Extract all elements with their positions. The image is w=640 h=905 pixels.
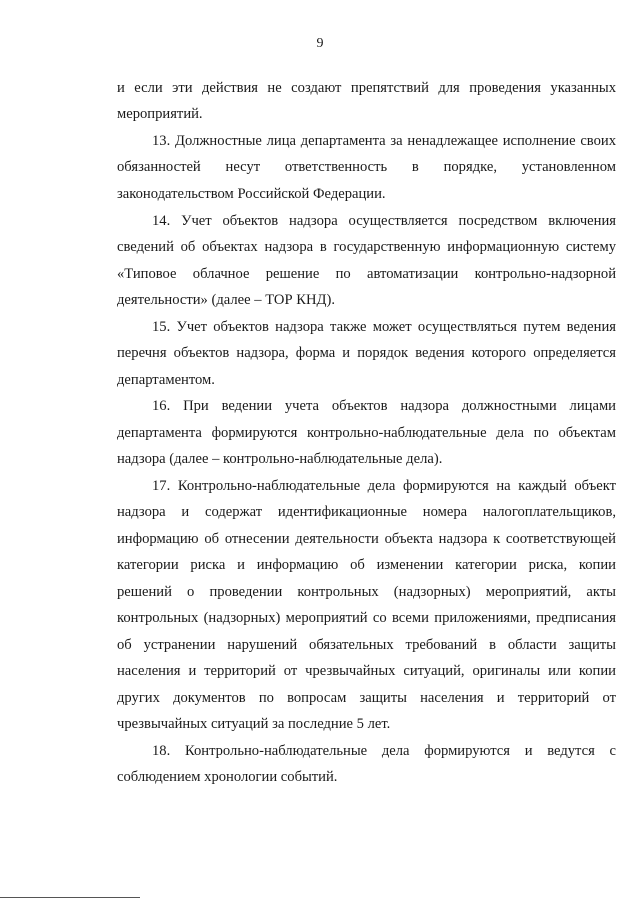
- text-line: 14. Учет объектов надзора осуществляется посредством включения: [152, 213, 616, 229]
- footer-rule: [0, 897, 140, 898]
- text-line: 15. Учет объектов надзора также может осуществляться путем ведения: [152, 319, 616, 335]
- page-number: 9: [316, 36, 324, 51]
- text-line: 16. При ведении учета объектов надзора должностными лицами: [152, 398, 616, 414]
- text-line: 13. Должностные лица департамента за ненадлежащее исполнение своих: [152, 133, 616, 149]
- text-line: чрезвычайных ситуаций за последние 5 лет.: [117, 716, 391, 732]
- text-line: перечня объектов надзора, форма и порядок ведения которого определяется: [117, 345, 616, 361]
- text-line: деятельности» (далее – ТОР КНД).: [117, 292, 335, 308]
- text-line: «Типовое облачное решение по автоматизации контрольно-надзорной: [117, 266, 616, 282]
- text-line: решений о проведении контрольных (надзорных) мероприятий, акты: [117, 584, 616, 600]
- text-line: сведений об объектах надзора в государственную информационную систему: [117, 239, 616, 255]
- text-line: контрольных (надзорных) мероприятий со всеми приложениями, предписания: [117, 610, 616, 626]
- text-line: населения и территорий от чрезвычайных ситуаций, оригиналы или копии: [117, 663, 616, 679]
- text-line: департаментом.: [117, 372, 215, 388]
- text-line: информацию об отнесении деятельности объекта надзора к соответствующей: [117, 531, 616, 547]
- text-line: законодательством Российской Федерации.: [117, 186, 386, 202]
- text-line: мероприятий.: [117, 106, 203, 122]
- text-line: 18. Контрольно-наблюдательные дела формируются и ведутся с: [152, 743, 616, 759]
- text-line: 17. Контрольно-наблюдательные дела формируются на каждый объект: [152, 478, 616, 494]
- text-line: надзора и содержат идентификационные номера налогоплательщиков,: [117, 504, 616, 520]
- text-line: департамента формируются контрольно-наблюдательные дела по объектам: [117, 425, 616, 441]
- text-line: категории риска и информацию об изменении категории риска, копии: [117, 557, 616, 573]
- text-line: надзора (далее – контрольно-наблюдательные дела).: [117, 451, 443, 467]
- text-line: других документов по вопросам защиты населения и территорий от: [117, 690, 616, 706]
- text-line: и если эти действия не создают препятствий для проведения указанных: [117, 80, 616, 96]
- text-line: соблюдением хронологии событий.: [117, 769, 338, 785]
- text-line: обязанностей несут ответственность в порядке, установленном: [117, 159, 616, 175]
- text-line: об устранении нарушений обязательных требований в области защиты: [117, 637, 616, 653]
